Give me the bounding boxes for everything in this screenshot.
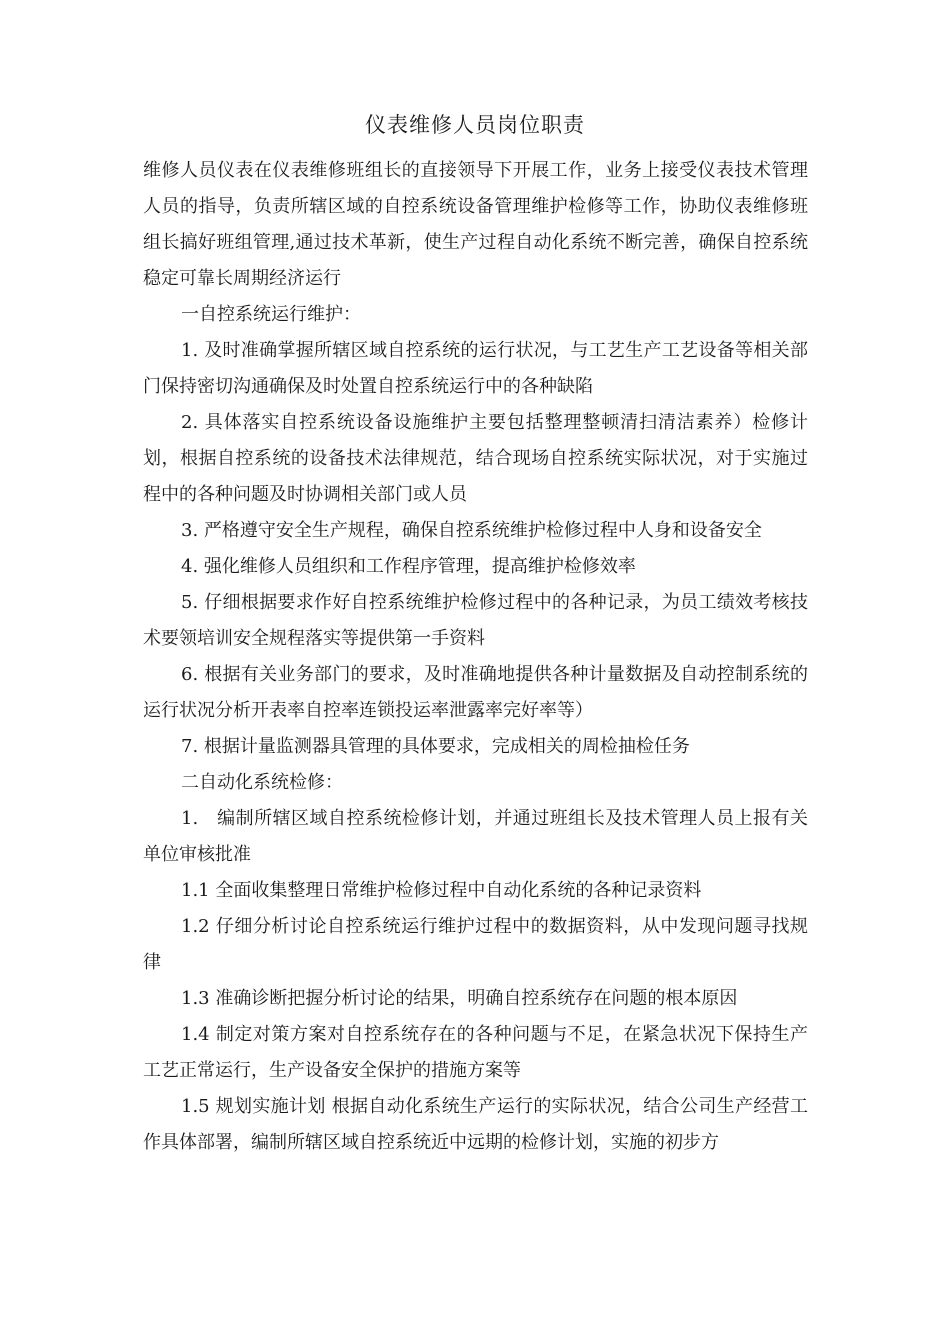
paragraph-item-2-1-3: 1.3 准确诊断把握分析讨论的结果，明确自控系统存在问题的根本原因 bbox=[181, 988, 738, 1009]
paragraph-intro: 维修人员仪表在仪表维修班组长的直接领导下开展工作，业务上接受仪表技术管理人员的指导，负责所辖区域的自控系统设备管理维护检修等工作，协助仪表维修班组长搞好班组管理,通过技术革新，使生产过程自动化系统不断完善，确保自控系统稳定可靠长周期经济运行 bbox=[143, 160, 808, 289]
section-heading-2: 二自动化系统检修： bbox=[181, 772, 343, 793]
paragraph-item-2-1: 1. 编制所辖区域自控系统检修计划，并通过班组长及技术管理人员上报有关单位审核批准 bbox=[143, 808, 808, 865]
paragraph-item-2-1-1: 1.1 全面收集整理日常维护检修过程中自动化系统的各种记录资料 bbox=[181, 880, 702, 901]
paragraph-item-2: 2. 具体落实自控系统设备设施维护主要包括整理整顿清扫清洁素养）检修计划，根据自控系统的设备技术法律规范，结合现场自控系统实际状况，对于实施过程中的各种问题及时协调相关部门或人员 bbox=[143, 412, 808, 505]
section-heading-1: 一自控系统运行维护： bbox=[181, 304, 361, 325]
paragraph-item-2-1-4: 1.4 制定对策方案对自控系统存在的各种问题与不足，在紧急状况下保持生产工艺正常运行，生产设备安全保护的措施方案等 bbox=[143, 1024, 808, 1081]
paragraph-item-1: 1. 及时准确掌握所辖区域自控系统的运行状况，与工艺生产工艺设备等相关部门保持密切沟通确保及时处置自控系统运行中的各种缺陷 bbox=[143, 340, 808, 397]
paragraph-item-5: 5. 仔细根据要求作好自控系统维护检修过程中的各种记录，为员工绩效考核技术要领培训安全规程落实等提供第一手资料 bbox=[143, 592, 808, 649]
paragraph-item-2-1-5: 1.5 规划实施计划 根据自动化系统生产运行的实际状况，结合公司生产经营工作具体部署，编制所辖区域自控系统近中远期的检修计划，实施的初步方 bbox=[143, 1096, 808, 1153]
document-title: 仪表维修人员岗位职责 bbox=[365, 113, 585, 137]
paragraph-item-7: 7. 根据计量监测器具管理的具体要求，完成相关的周检抽检任务 bbox=[181, 736, 690, 757]
paragraph-item-6: 6. 根据有关业务部门的要求，及时准确地提供各种计量数据及自动控制系统的运行状况分析开表率自控率连锁投运率泄露率完好率等） bbox=[143, 664, 808, 721]
paragraph-item-2-1-2: 1.2 仔细分析讨论自控系统运行维护过程中的数据资料，从中发现问题寻找规律 bbox=[143, 916, 808, 973]
paragraph-item-3: 3. 严格遵守安全生产规程，确保自控系统维护检修过程中人身和设备安全 bbox=[181, 520, 762, 541]
paragraph-item-4: 4. 强化维修人员组织和工作程序管理，提高维护检修效率 bbox=[181, 556, 636, 577]
document-body bbox=[143, 153, 808, 1161]
